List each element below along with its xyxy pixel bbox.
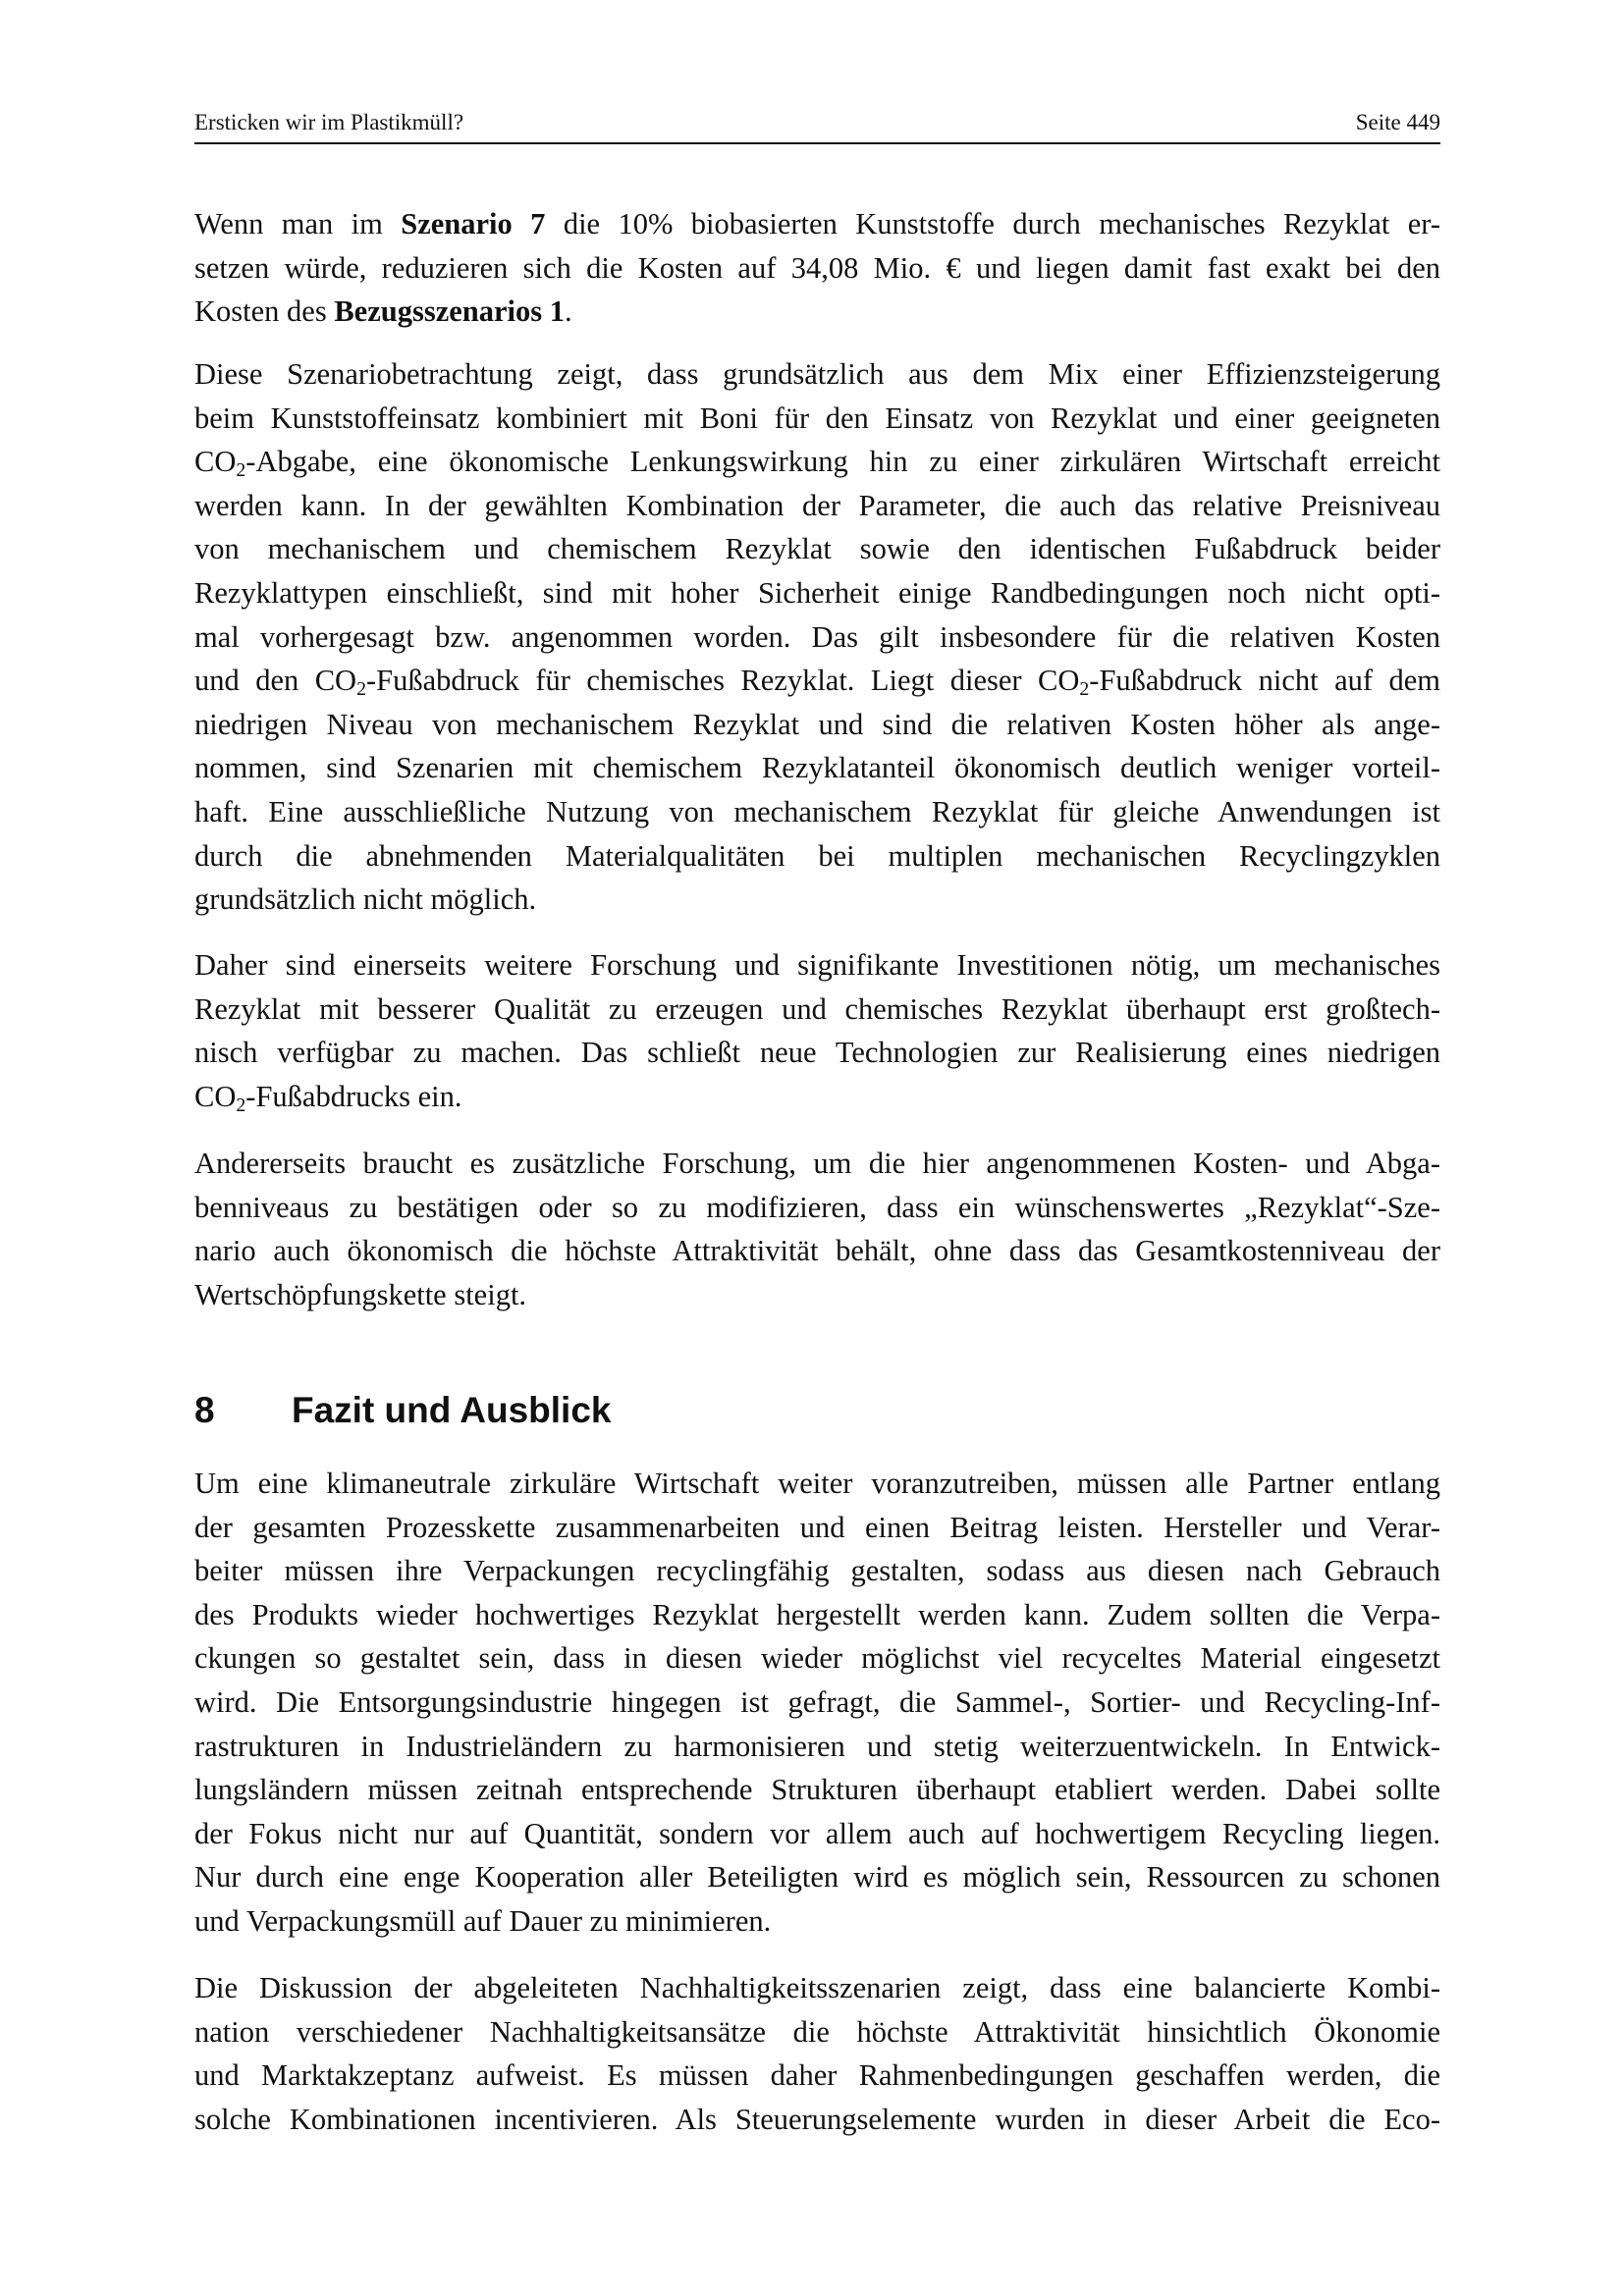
text-line — [194, 1075, 1440, 1119]
paragraph — [194, 943, 1440, 1118]
text-segment: nario auch ökonomisch die höchste Attraktivität behält, ohne dass das Gesamtkostenniveau der — [194, 1234, 1440, 1268]
text-segment: der Fokus nicht nur auf Quantität, sondern vor allem auch auf hochwertigem Recycling liegen. — [194, 1816, 1440, 1850]
text-segment: der gesamten Prozesskette zusammenarbeiten und einen Beitrag leisten. Hersteller und Verar- — [194, 1510, 1440, 1544]
section-heading — [194, 1390, 611, 1431]
text-segment: setzen würde, reduzieren sich die Kosten auf 34,08 Mio. € und liegen damit fast exakt bei den — [194, 250, 1440, 285]
text-line — [194, 2098, 1440, 2142]
paragraph — [194, 352, 1440, 922]
text-segment: Kosten des — [194, 294, 335, 329]
text-line — [194, 2054, 1440, 2098]
text-line — [194, 703, 1440, 747]
text-segment: CO — [194, 445, 237, 479]
running-header-title: Ersticken wir im Plastikmüll? — [194, 110, 464, 134]
text-segment: nation verschiedener Nachhaltigkeitsansätze die höchste Attraktivität hinsichtlich Ökonomie — [194, 2014, 1440, 2049]
subscript: 2 — [236, 459, 246, 482]
text-segment: nisch verfügbar zu machen. Das schließt neue Technologien zur Realisierung eines niedrigen — [194, 1036, 1440, 1070]
text-line — [194, 1899, 1440, 1944]
text-segment: Rezyklattypen einschließt, sind mit hoher Sicherheit einige Randbedingungen noch nicht opti- — [194, 575, 1440, 610]
text-line — [194, 746, 1440, 790]
subscript: 2 — [1079, 678, 1090, 701]
text-line — [194, 1768, 1440, 1812]
text-line — [194, 943, 1440, 988]
text-segment: -Abgabe, eine ökonomische Lenkungswirkung hin zu einer zirkulären Wirtschaft erreicht — [245, 445, 1440, 479]
text-segment: niedrigen Niveau von mechanischem Rezyklat und sind die relativen Kosten höher als ange- — [194, 707, 1440, 741]
text-segment: nommen, sind Szenarien mit chemischem Rezyklatanteil ökonomisch deutlich weniger vorteil- — [194, 751, 1440, 785]
text-line — [194, 1506, 1440, 1550]
text-line — [194, 1855, 1440, 1899]
text-line — [194, 440, 1440, 484]
text-segment: Nur durch eine enge Kooperation aller Beteiligten wird es möglich sein, Ressourcen zu schonen — [194, 1860, 1440, 1895]
text-segment: wird. Die Entsorgungsindustrie hingegen ist gefragt, die Sammel-, Sortier- und Recycling-Inf- — [194, 1684, 1440, 1719]
text-segment: beim Kunststoffeinsatz kombiniert mit Boni für den Einsatz von Rezyklat und einer geeigneten — [194, 400, 1440, 435]
text-line — [194, 1273, 1440, 1317]
text-line — [194, 527, 1440, 571]
text-segment: des Produkts wieder hochwertiges Rezyklat hergestellt werden kann. Zudem sollten die Verpa- — [194, 1597, 1440, 1631]
text-segment: -Fußabdrucks ein. — [245, 1079, 462, 1113]
text-line — [194, 1812, 1440, 1856]
page-number: Seite 449 — [1355, 110, 1440, 134]
text-segment: -Fußabdruck nicht auf dem — [1089, 664, 1440, 698]
paragraph — [194, 1462, 1440, 1944]
text-segment: Rezyklat mit besserer Qualität zu erzeugen und chemisches Rezyklat überhaupt erst großtech- — [194, 991, 1440, 1026]
text-segment: und Marktakzeptanz aufweist. Es müssen daher Rahmenbedingungen geschaffen werden, die — [194, 2058, 1440, 2093]
text-segment: Wertschöpfungskette steigt. — [194, 1277, 527, 1311]
text-segment: die 10% biobasierten Kunststoffe durch mechanisches Rezyklat er- — [545, 207, 1440, 240]
text-line — [194, 615, 1440, 660]
text-line — [194, 1462, 1440, 1506]
text-line — [194, 571, 1440, 615]
text-line — [194, 397, 1440, 441]
text-segment: benniveaus zu bestätigen oder so zu modifizieren, dass ein wünschenswertes „Rezyklat“-Sze- — [194, 1190, 1440, 1224]
text-segment: Wenn man im — [194, 207, 402, 240]
text-line — [194, 352, 1440, 397]
text-line — [194, 1593, 1440, 1637]
paragraph — [194, 1966, 1440, 2141]
text-segment: . — [565, 294, 572, 329]
text-line — [194, 878, 1440, 922]
text-segment: Um eine klimaneutrale zirkuläre Wirtschaft weiter voranzutreiben, müssen alle Partner entlang — [194, 1467, 1440, 1500]
text-line — [194, 1681, 1440, 1725]
text-segment: von mechanischem und chemischem Rezyklat sowie den identischen Fußabdruck beider — [194, 532, 1440, 566]
text-line — [194, 2010, 1440, 2055]
text-line — [194, 659, 1440, 703]
text-segment: Diese Szenariobetrachtung zeigt, dass grundsätzlich aus dem Mix einer Effizienzsteigerung — [194, 357, 1440, 391]
text-line — [194, 1031, 1440, 1075]
text-segment: und Verpackungsmüll auf Dauer zu minimieren. — [194, 1903, 772, 1938]
text-segment: grundsätzlich nicht möglich. — [194, 882, 537, 917]
text-line — [194, 1725, 1440, 1769]
text-segment: beiter müssen ihre Verpackungen recyclingfähig gestalten, sodass aus diesen nach Gebrauch — [194, 1554, 1440, 1588]
text-segment: Daher sind einerseits weitere Forschung und signifikante Investitionen nötig, um mechanisches — [194, 948, 1440, 982]
text-line — [194, 988, 1440, 1032]
text-line — [194, 484, 1440, 528]
text-line — [194, 290, 1440, 334]
section-title: Fazit und Ausblick — [292, 1390, 612, 1430]
text-segment: und den CO — [194, 664, 357, 698]
text-segment: lungsländern müssen zeitnah entsprechende Strukturen überhaupt etabliert werden. Dabei sollte — [194, 1773, 1440, 1807]
text-segment: Die Diskussion der abgeleiteten Nachhaltigkeitsszenarien zeigt, dass eine balancierte Kombi- — [194, 1971, 1440, 2004]
section-number: 8 — [194, 1390, 215, 1430]
text-line — [194, 1966, 1440, 2010]
text-line — [194, 1549, 1440, 1593]
text-segment: rastrukturen in Industrieländern zu harmonisieren und stetig weiterzuentwickeln. In Entwick- — [194, 1729, 1440, 1763]
text-segment: werden kann. In der gewählten Kombination der Parameter, die auch das relative Preisniveau — [194, 488, 1440, 522]
text-line — [194, 246, 1440, 291]
text-segment: CO — [194, 1079, 237, 1113]
text-line — [194, 790, 1440, 834]
text-line — [194, 834, 1440, 879]
text-segment: Andererseits braucht es zusätzliche Forschung, um die hier angenommenen Kosten- und Abga- — [194, 1147, 1440, 1180]
text-line — [194, 1636, 1440, 1681]
text-line — [194, 202, 1440, 246]
text-line — [194, 1229, 1440, 1273]
text-segment: -Fußabdruck für chemisches Rezyklat. Liegt dieser CO — [366, 664, 1080, 698]
subscript: 2 — [356, 678, 366, 701]
subscript: 2 — [236, 1094, 246, 1116]
bold-text: Bezugsszenarios 1 — [334, 294, 565, 329]
text-line — [194, 1142, 1440, 1186]
text-segment: haft. Eine ausschließliche Nutzung von mechanischem Rezyklat für gleiche Anwendungen ist — [194, 794, 1440, 828]
paragraph — [194, 1142, 1440, 1316]
paragraph — [194, 202, 1440, 334]
bold-text: Szenario 7 — [401, 207, 546, 240]
header-rule — [194, 142, 1440, 144]
text-segment: mal vorhergesagt bzw. angenommen worden. Das gilt insbesondere für die relativen Kosten — [194, 619, 1440, 654]
text-segment: durch die abnehmenden Materialqualitäten bei multiplen mechanischen Recyclingzyklen — [194, 838, 1440, 873]
text-segment: solche Kombinationen incentivieren. Als Steuerungselemente wurden in dieser Arbeit die Eco- — [194, 2102, 1440, 2136]
text-line — [194, 1186, 1440, 1230]
text-segment: ckungen so gestaltet sein, dass in diesen wieder möglichst viel recyceltes Material eingesetzt — [194, 1641, 1440, 1676]
